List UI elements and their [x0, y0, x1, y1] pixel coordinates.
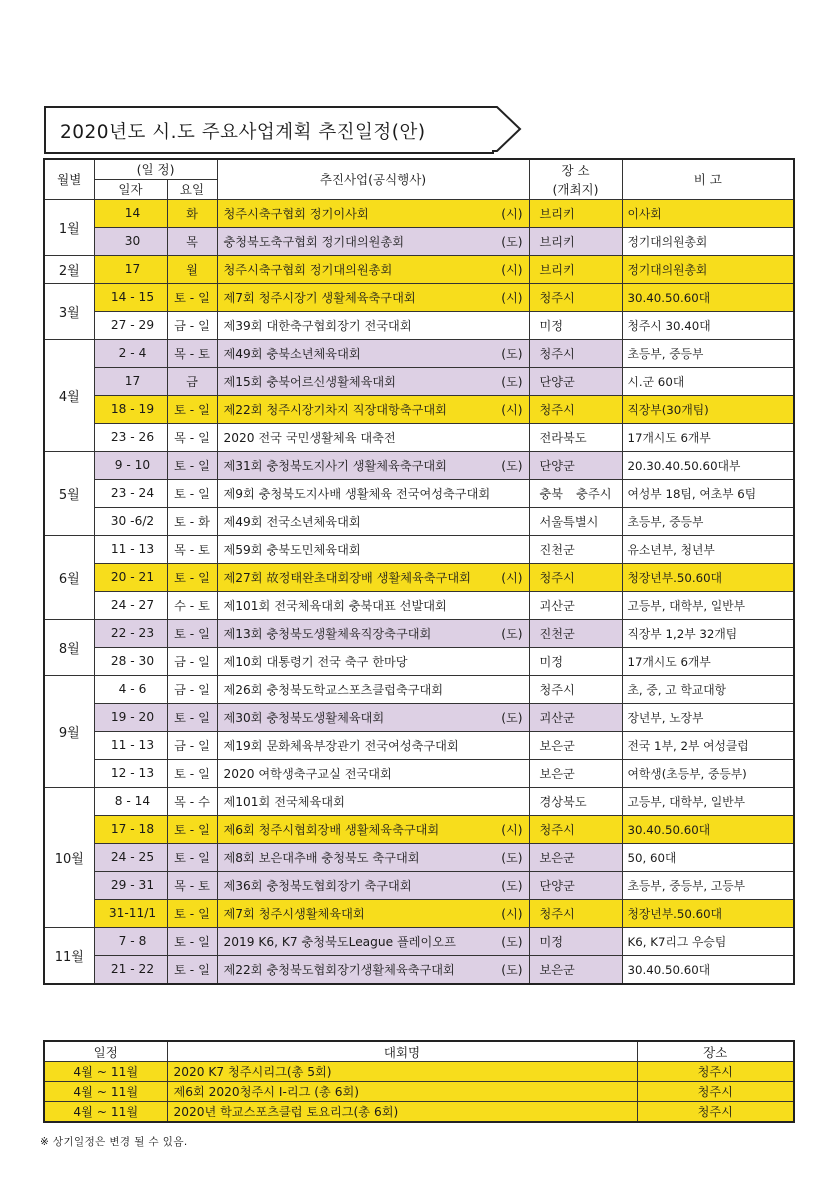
- document-title-box: [44, 106, 494, 154]
- schedule-row: [44, 451, 794, 479]
- weekday-cell: 토 - 일: [167, 899, 217, 927]
- header-date: 일자: [94, 179, 167, 199]
- header-month: 월별: [44, 159, 94, 199]
- event-cell: [217, 395, 529, 423]
- document-title: 2020년도 시.도 주요사업계획 추진일정(안): [60, 122, 426, 143]
- place-cell: 보은군: [529, 955, 622, 984]
- schedule-row: [44, 703, 794, 731]
- schedule-row: [44, 843, 794, 871]
- month-cell: 5월: [44, 451, 94, 535]
- header-weekday: 요일: [167, 179, 217, 199]
- date-cell: 17: [94, 255, 167, 283]
- event-cell: [217, 283, 529, 311]
- event-cell: [217, 815, 529, 843]
- event-tag: (시): [501, 206, 523, 221]
- note-cell: 초, 중, 고 학교대항: [622, 675, 794, 703]
- date-cell: 28 - 30: [94, 647, 167, 675]
- weekday-cell: 토 - 일: [167, 955, 217, 984]
- event-tag: (도): [501, 710, 523, 725]
- league-header-place: 장소: [637, 1041, 794, 1062]
- note-cell: 청장년부.50.60대: [622, 563, 794, 591]
- place-cell: 단양군: [529, 871, 622, 899]
- note-cell: 직장부 1,2부 32개팀: [622, 619, 794, 647]
- date-cell: 30: [94, 227, 167, 255]
- league-table: [43, 1040, 795, 1123]
- event-cell: [217, 591, 529, 619]
- event-name: 제39회 대한축구협회장기 전국대회: [223, 318, 412, 333]
- weekday-cell: 금: [167, 367, 217, 395]
- note-cell: 초등부, 중등부, 고등부: [622, 871, 794, 899]
- schedule-row: [44, 227, 794, 255]
- event-name: 충청북도축구협회 정기대의원총회: [223, 234, 404, 249]
- league-header-period: 일정: [44, 1041, 167, 1062]
- place-cell: 청주시: [529, 675, 622, 703]
- date-cell: 12 - 13: [94, 759, 167, 787]
- date-cell: 23 - 24: [94, 479, 167, 507]
- event-name: 제49회 전국소년체육대회: [223, 514, 361, 529]
- header-place-bottom: (개최지): [529, 179, 622, 199]
- note-cell: 초등부, 중등부: [622, 339, 794, 367]
- weekday-cell: 토 - 일: [167, 283, 217, 311]
- weekday-cell: 토 - 일: [167, 927, 217, 955]
- note-cell: 시.군 60대: [622, 367, 794, 395]
- date-cell: 24 - 25: [94, 843, 167, 871]
- event-cell: [217, 759, 529, 787]
- footnote: ※ 상기일정은 변경 될 수 있음.: [40, 1136, 188, 1148]
- event-name: 청주시축구협회 정기대의원총회: [223, 262, 393, 277]
- event-name: 제7회 청주시생활체육대회: [223, 906, 365, 921]
- place-cell: 전라북도: [529, 423, 622, 451]
- place-cell: 미정: [529, 647, 622, 675]
- month-cell: 11월: [44, 927, 94, 984]
- schedule-row: [44, 647, 794, 675]
- schedule-row: [44, 423, 794, 451]
- header-note: 비 고: [622, 159, 794, 199]
- schedule-row: [44, 507, 794, 535]
- note-cell: 청주시 30.40대: [622, 311, 794, 339]
- place-cell: 보은군: [529, 731, 622, 759]
- event-cell: [217, 675, 529, 703]
- event-name: 제59회 충북도민체육대회: [223, 542, 361, 557]
- league-name-cell: 제6회 2020청주시 I-리그 (총 6회): [167, 1082, 637, 1102]
- weekday-cell: 월: [167, 255, 217, 283]
- place-cell: 브리키: [529, 255, 622, 283]
- event-name: 2019 K6, K7 충청북도League 플레이오프: [223, 934, 456, 949]
- league-name-cell: 2020년 학교스포츠클럽 토요리그(총 6회): [167, 1102, 637, 1123]
- place-cell: 진천군: [529, 619, 622, 647]
- date-cell: 11 - 13: [94, 731, 167, 759]
- month-cell: 4월: [44, 339, 94, 451]
- event-tag: (시): [501, 906, 523, 921]
- place-cell: 보은군: [529, 843, 622, 871]
- league-place-cell: 청주시: [637, 1102, 794, 1123]
- weekday-cell: 토 - 일: [167, 395, 217, 423]
- note-cell: 직장부(30개팀): [622, 395, 794, 423]
- event-cell: [217, 479, 529, 507]
- weekday-cell: 토 - 일: [167, 619, 217, 647]
- event-cell: [217, 507, 529, 535]
- league-period-cell: 4월 ~ 11월: [44, 1102, 167, 1123]
- event-cell: [217, 423, 529, 451]
- date-cell: 8 - 14: [94, 787, 167, 815]
- weekday-cell: 목 - 토: [167, 871, 217, 899]
- month-cell: 2월: [44, 255, 94, 283]
- schedule-row: [44, 815, 794, 843]
- note-cell: 청장년부.50.60대: [622, 899, 794, 927]
- date-cell: 21 - 22: [94, 955, 167, 984]
- schedule-row: [44, 927, 794, 955]
- note-cell: 정기대의원총회: [622, 227, 794, 255]
- schedule-row: [44, 311, 794, 339]
- date-cell: 17 - 18: [94, 815, 167, 843]
- weekday-cell: 목 - 일: [167, 423, 217, 451]
- note-cell: K6, K7리그 우승팀: [622, 927, 794, 955]
- place-cell: 단양군: [529, 367, 622, 395]
- event-name: 제8회 보은대추배 충청북도 축구대회: [223, 850, 420, 865]
- note-cell: 30.40.50.60대: [622, 955, 794, 984]
- weekday-cell: 금 - 일: [167, 731, 217, 759]
- date-cell: 24 - 27: [94, 591, 167, 619]
- event-tag: (시): [501, 402, 523, 417]
- header-event: 추진사업(공식행사): [217, 159, 529, 199]
- note-cell: 20.30.40.50.60대부: [622, 451, 794, 479]
- event-tag: (시): [501, 570, 523, 585]
- event-cell: [217, 899, 529, 927]
- date-cell: 22 - 23: [94, 619, 167, 647]
- date-cell: 23 - 26: [94, 423, 167, 451]
- event-tag: (도): [501, 850, 523, 865]
- league-period-cell: 4월 ~ 11월: [44, 1062, 167, 1082]
- event-cell: [217, 227, 529, 255]
- weekday-cell: 목 - 토: [167, 535, 217, 563]
- place-cell: 괴산군: [529, 703, 622, 731]
- event-cell: [217, 731, 529, 759]
- event-name: 제22회 청주시장기차지 직장대항축구대회: [223, 402, 447, 417]
- place-cell: 청주시: [529, 815, 622, 843]
- place-cell: 브리키: [529, 199, 622, 227]
- event-cell: [217, 703, 529, 731]
- schedule-row: [44, 339, 794, 367]
- event-tag: (시): [501, 262, 523, 277]
- event-cell: [217, 367, 529, 395]
- date-cell: 11 - 13: [94, 535, 167, 563]
- date-cell: 30 -6/2: [94, 507, 167, 535]
- note-cell: 50, 60대: [622, 843, 794, 871]
- schedule-row: [44, 619, 794, 647]
- weekday-cell: 목 - 토: [167, 339, 217, 367]
- schedule-table: [43, 158, 795, 985]
- place-cell: 브리키: [529, 227, 622, 255]
- weekday-cell: 토 - 일: [167, 563, 217, 591]
- schedule-row: [44, 479, 794, 507]
- event-cell: [217, 311, 529, 339]
- league-row: [44, 1082, 794, 1102]
- event-name: 제26회 충청북도학교스포츠클럽축구대회: [223, 682, 444, 697]
- event-cell: [217, 619, 529, 647]
- event-cell: [217, 647, 529, 675]
- event-cell: [217, 843, 529, 871]
- note-cell: 초등부, 중등부: [622, 507, 794, 535]
- weekday-cell: 토 - 일: [167, 479, 217, 507]
- league-place-cell: 청주시: [637, 1062, 794, 1082]
- place-cell: 서울특별시: [529, 507, 622, 535]
- event-tag: (도): [501, 234, 523, 249]
- event-name: 제7회 청주시장기 생활체육축구대회: [223, 290, 416, 305]
- event-name: 2020 여학생축구교실 전국대회: [223, 766, 392, 781]
- note-cell: 장년부, 노장부: [622, 703, 794, 731]
- event-name: 제15회 충북어르신생활체육대회: [223, 374, 396, 389]
- date-cell: 4 - 6: [94, 675, 167, 703]
- date-cell: 14 - 15: [94, 283, 167, 311]
- event-cell: [217, 339, 529, 367]
- event-cell: [217, 927, 529, 955]
- league-place-cell: 청주시: [637, 1082, 794, 1102]
- note-cell: 30.40.50.60대: [622, 815, 794, 843]
- event-name: 제101회 전국체육대회: [223, 794, 345, 809]
- header-place-top: 장 소: [529, 159, 622, 179]
- schedule-row: [44, 283, 794, 311]
- note-cell: 이사회: [622, 199, 794, 227]
- schedule-row: [44, 591, 794, 619]
- place-cell: 보은군: [529, 759, 622, 787]
- schedule-body: [44, 199, 794, 984]
- event-cell: [217, 787, 529, 815]
- league-body: [44, 1062, 794, 1123]
- place-cell: 청주시: [529, 563, 622, 591]
- event-cell: [217, 255, 529, 283]
- weekday-cell: 토 - 화: [167, 507, 217, 535]
- weekday-cell: 금 - 일: [167, 647, 217, 675]
- event-name: 제13회 충청북도생활체육직장축구대회: [223, 626, 432, 641]
- event-name: 2020 전국 국민생활체육 대축전: [223, 430, 396, 445]
- event-cell: [217, 199, 529, 227]
- league-header-name: 대회명: [167, 1041, 637, 1062]
- schedule-row: [44, 871, 794, 899]
- note-cell: 여성부 18팀, 여초부 6팀: [622, 479, 794, 507]
- schedule-row: [44, 787, 794, 815]
- schedule-row: [44, 759, 794, 787]
- month-cell: 1월: [44, 199, 94, 255]
- note-cell: 30.40.50.60대: [622, 283, 794, 311]
- place-cell: 단양군: [529, 451, 622, 479]
- date-cell: 20 - 21: [94, 563, 167, 591]
- note-cell: 17개시도 6개부: [622, 423, 794, 451]
- weekday-cell: 토 - 일: [167, 451, 217, 479]
- schedule-row: [44, 731, 794, 759]
- event-cell: [217, 451, 529, 479]
- schedule-row: [44, 255, 794, 283]
- league-row: [44, 1062, 794, 1082]
- schedule-row: [44, 675, 794, 703]
- month-cell: 3월: [44, 283, 94, 339]
- event-tag: (도): [501, 346, 523, 361]
- event-cell: [217, 871, 529, 899]
- weekday-cell: 토 - 일: [167, 703, 217, 731]
- schedule-row: [44, 199, 794, 227]
- event-cell: [217, 955, 529, 984]
- date-cell: 17: [94, 367, 167, 395]
- event-name: 제22회 충청북도협회장기생활체육축구대회: [223, 962, 455, 977]
- weekday-cell: 금 - 일: [167, 675, 217, 703]
- place-cell: 경상북도: [529, 787, 622, 815]
- date-cell: 14: [94, 199, 167, 227]
- date-cell: 27 - 29: [94, 311, 167, 339]
- schedule-row: [44, 955, 794, 984]
- event-tag: (도): [501, 374, 523, 389]
- date-cell: 18 - 19: [94, 395, 167, 423]
- place-cell: 괴산군: [529, 591, 622, 619]
- header-schedule: (일 정): [94, 159, 217, 179]
- note-cell: 유소년부, 청년부: [622, 535, 794, 563]
- weekday-cell: 토 - 일: [167, 759, 217, 787]
- event-tag: (시): [501, 822, 523, 837]
- event-name: 제49회 충북소년체육대회: [223, 346, 361, 361]
- event-tag: (도): [501, 934, 523, 949]
- weekday-cell: 화: [167, 199, 217, 227]
- place-cell: 미정: [529, 311, 622, 339]
- title-arrow-shape: [492, 106, 522, 152]
- date-cell: 9 - 10: [94, 451, 167, 479]
- schedule-row: [44, 535, 794, 563]
- event-tag: (도): [501, 962, 523, 977]
- event-name: 제101회 전국체육대회 충북대표 선발대회: [223, 598, 447, 613]
- place-cell: 충북 충주시: [529, 479, 622, 507]
- note-cell: 17개시도 6개부: [622, 647, 794, 675]
- weekday-cell: 금 - 일: [167, 311, 217, 339]
- weekday-cell: 목 - 수: [167, 787, 217, 815]
- event-name: 제9회 충청북도지사배 생활체육 전국여성축구대회: [223, 486, 491, 501]
- month-cell: 8월: [44, 619, 94, 675]
- place-cell: 청주시: [529, 395, 622, 423]
- place-cell: 청주시: [529, 283, 622, 311]
- schedule-row: [44, 899, 794, 927]
- month-cell: 10월: [44, 787, 94, 927]
- event-name: 제27회 故정태완초대회장배 생활체육축구대회: [223, 570, 471, 585]
- note-cell: 고등부, 대학부, 일반부: [622, 591, 794, 619]
- note-cell: 전국 1부, 2부 여성클럽: [622, 731, 794, 759]
- event-cell: [217, 535, 529, 563]
- league-period-cell: 4월 ~ 11월: [44, 1082, 167, 1102]
- place-cell: 진천군: [529, 535, 622, 563]
- schedule-row: [44, 563, 794, 591]
- league-name-cell: 2020 K7 청주시리그(총 5회): [167, 1062, 637, 1082]
- month-cell: 9월: [44, 675, 94, 787]
- note-cell: 여학생(초등부, 중등부): [622, 759, 794, 787]
- event-name: 제30회 충청북도생활체육대회: [223, 710, 385, 725]
- place-cell: 청주시: [529, 899, 622, 927]
- event-tag: (도): [501, 626, 523, 641]
- date-cell: 29 - 31: [94, 871, 167, 899]
- event-name: 청주시축구협회 정기이사회: [223, 206, 369, 221]
- schedule-row: [44, 367, 794, 395]
- date-cell: 19 - 20: [94, 703, 167, 731]
- place-cell: 미정: [529, 927, 622, 955]
- event-name: 제36회 충청북도협회장기 축구대회: [223, 878, 412, 893]
- schedule-row: [44, 395, 794, 423]
- event-tag: (도): [501, 878, 523, 893]
- event-cell: [217, 563, 529, 591]
- weekday-cell: 토 - 일: [167, 815, 217, 843]
- date-cell: 31-11/1: [94, 899, 167, 927]
- event-tag: (시): [501, 290, 523, 305]
- event-name: 제19회 문화체육부장관기 전국여성축구대회: [223, 738, 459, 753]
- weekday-cell: 수 - 토: [167, 591, 217, 619]
- note-cell: 고등부, 대학부, 일반부: [622, 787, 794, 815]
- event-name: 제6회 청주시협회장배 생활체육축구대회: [223, 822, 440, 837]
- event-name: 제31회 충청북도지사기 생활체육축구대회: [223, 458, 447, 473]
- weekday-cell: 토 - 일: [167, 843, 217, 871]
- league-row: [44, 1102, 794, 1123]
- weekday-cell: 목: [167, 227, 217, 255]
- event-name: 제10회 대통령기 전국 축구 한마당: [223, 654, 408, 669]
- date-cell: 2 - 4: [94, 339, 167, 367]
- note-cell: 정기대의원총회: [622, 255, 794, 283]
- month-cell: 6월: [44, 535, 94, 619]
- place-cell: 청주시: [529, 339, 622, 367]
- event-tag: (도): [501, 458, 523, 473]
- date-cell: 7 - 8: [94, 927, 167, 955]
